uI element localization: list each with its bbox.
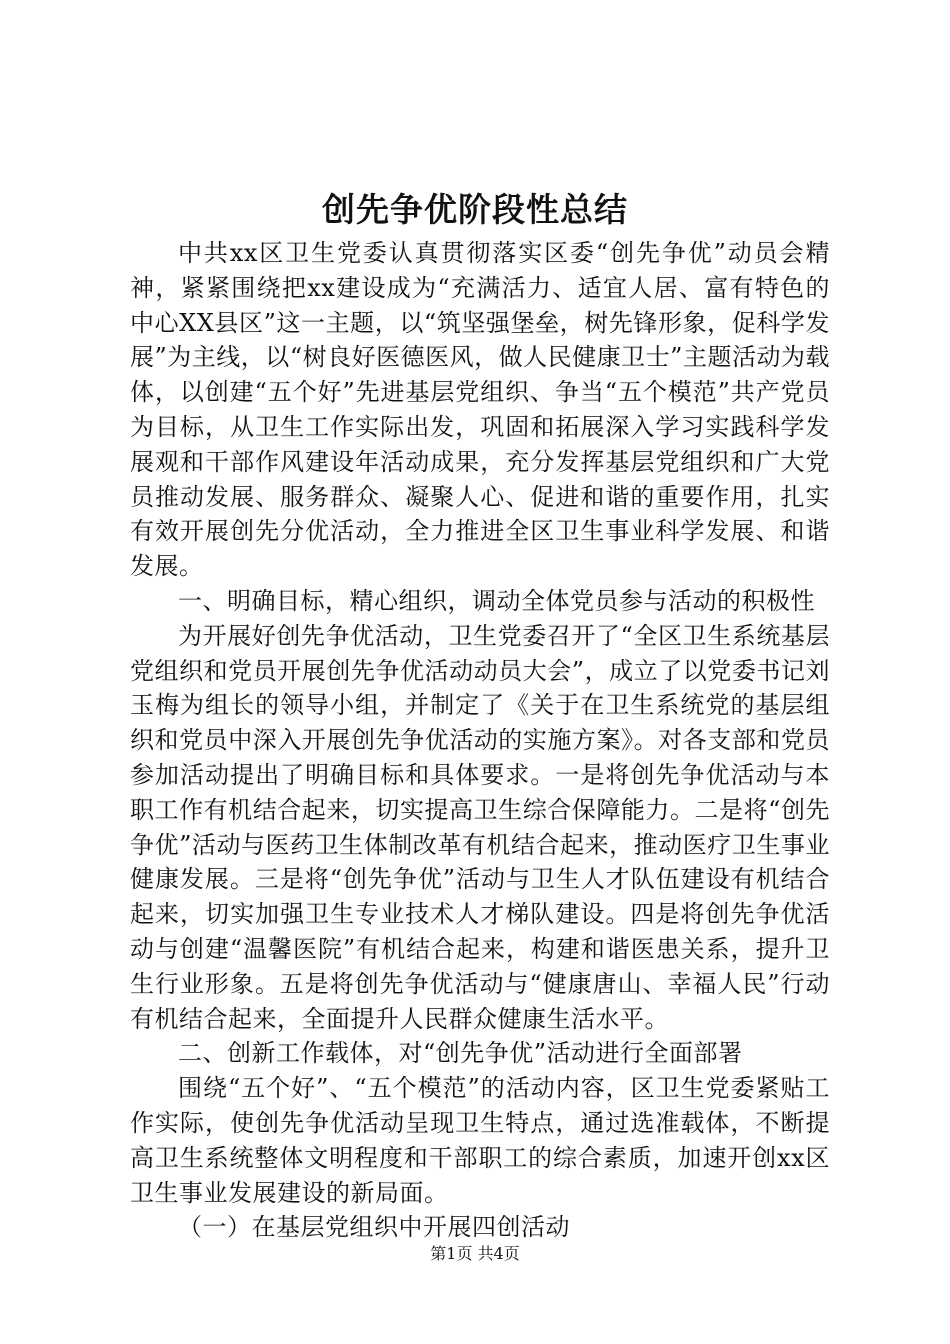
section-heading-2: 二、创新工作载体，对“创先争优”活动进行全面部署	[178, 1039, 743, 1068]
document-title: 创先争优阶段性总结	[322, 190, 628, 229]
paragraph-section-1: 为开展好创先争优活动，卫生党委召开了“全区卫生系统基层党组织和党员开展创先争优活动动员大会”，成立了以党委书记刘玉梅为组长的领导小组，并制定了《关于在卫生系统党的基层组织和党员中深入开展创先争优活动的实施方案》。对各支部和党员参加活动提出了明确目标和具体要求。一是将创先争优活动与本职工作有机结合起来，切实提高卫生综合保障能力。二是将“创先争优”活动与医药卫生体制改革有机结合起来，推动医疗卫生事业健康发展。三是将“创先争优”活动与卫生人才队伍建设有机结合起来，切实加强卫生专业技术人才梯队建设。四是将创先争优活动与创建“温馨医院”有机结合起来，构建和谐医患关系，提升卫生行业形象。五是将创先争优活动与“健康唐山、幸福人民”行动有机结合起来，全面提升人民群众健康生活水平。	[130, 621, 830, 1033]
section-heading-1: 一、明确目标，精心组织，调动全体党员参与活动的积极性	[178, 586, 815, 615]
document-body	[130, 236, 830, 1245]
paragraph-intro: 中共xx区卫生党委认真贯彻落实区委“创先争优”动员会精神，紧紧围绕把xx建设成为“充满活力、适宜人居、富有特色的中心XX县区”这一主题，以“筑坚强堡垒，树先锋形象，促科学发展”为主线，以“树良好医德医风，做人民健康卫士”主题活动为载体，以创建“五个好”先进基层党组织、争当“五个模范”共产党员为目标，从卫生工作实际出发，巩固和拓展深入学习实践科学发展观和干部作风建设年活动成果，充分发挥基层党组织和广大党员推动发展、服务群众、凝聚人心、促进和谐的重要作用，扎实有效开展创先分优活动，全力推进全区卫生事业科学发展、和谐发展。	[130, 239, 830, 581]
paragraph-section-2: 围绕“五个好”、“五个模范”的活动内容，区卫生党委紧贴工作实际，使创先争优活动呈现卫生特点，通过选准载体，不断提高卫生系统整体文明程度和干部职工的综合素质，加速开创xx区卫生事业发展建设的新局面。	[130, 1074, 830, 1207]
page-footer: 第1页 共4页	[430, 1244, 520, 1263]
subsection-heading-1: （一）在基层党组织中开展四创活动	[178, 1213, 570, 1242]
